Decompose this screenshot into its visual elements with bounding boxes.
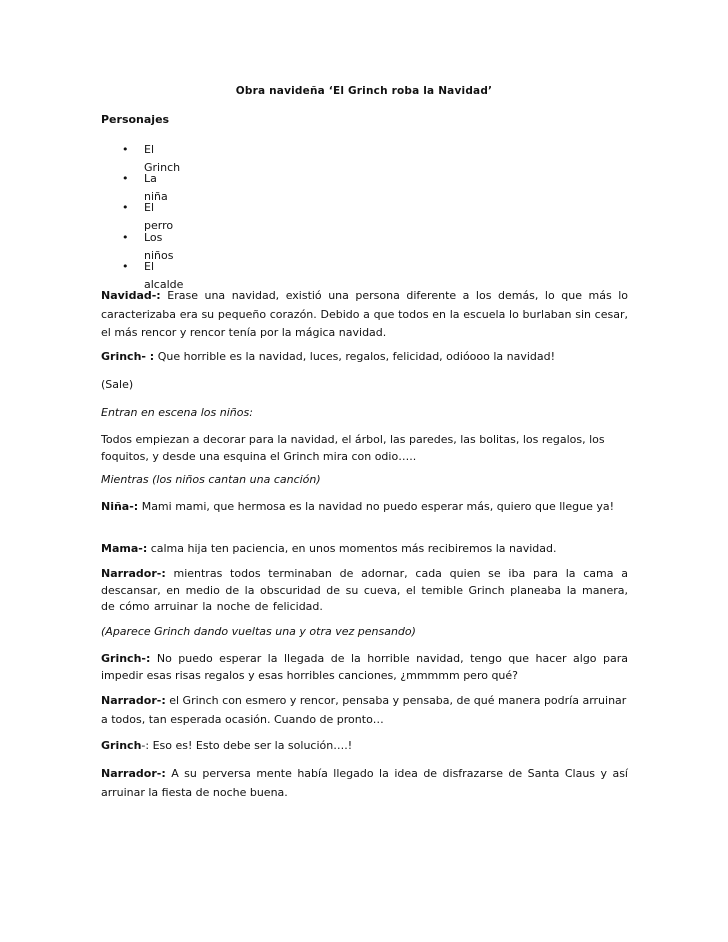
bullet-icon: •	[122, 172, 129, 186]
stage-direction: (Aparece Grinch dando vueltas una y otra vez pensando)	[101, 625, 416, 638]
script-paragraph	[101, 540, 628, 559]
dialogue-text: -: Eso es! Esto debe ser la solución….!	[141, 739, 353, 752]
speaker-label: Mama-:	[101, 542, 148, 555]
dialogue-text: el Grinch con esmero y rencor, pensaba y pensaba, de qué manera podría arruinar a todos, tan esperada ocasión. Cuando de pronto…	[101, 694, 627, 726]
dialogue-text: calma hija ten paciencia, en unos momentos más recibiremos la navidad.	[147, 542, 557, 555]
script-paragraph	[101, 737, 628, 756]
character-name: El Grinch	[144, 143, 181, 174]
character-name: El alcalde	[144, 259, 184, 291]
speaker-label: Narrador-:	[101, 767, 166, 780]
dialogue-text: Mami mami, que hermosa es la navidad no puedo esperar más, quiero que llegue ya!	[138, 500, 614, 513]
dialogue-text: Que horrible es la navidad, luces, regalos, felicidad, odióooo la navidad!	[154, 350, 556, 363]
stage-direction: (Sale)	[101, 378, 134, 391]
character-name: El perro	[144, 201, 174, 233]
script-paragraph	[101, 651, 628, 684]
bullet-icon: •	[122, 201, 129, 215]
stage-direction: Mientras (los niños cantan una canción)	[101, 473, 321, 486]
script-paragraph	[101, 287, 628, 343]
dialogue-text: mientras todos terminaban de adornar, cada quien se iba para la cama a descansar, en medio de la obscuridad de su cueva, el temible Grinch planeaba la manera, de cómo arruinar la noche de felicidad.	[101, 567, 628, 613]
dialogue-text: No puedo esperar la llegada de la horrible navidad, tengo que hacer algo para impedir esas risas regalos y esas horribles canciones, ¿mmmmm pero qué?	[101, 652, 628, 682]
character-name: Los niños	[144, 230, 174, 262]
character-name: La niña	[144, 172, 168, 204]
script-paragraph	[101, 348, 628, 367]
speaker-label: Narrador-:	[101, 567, 166, 580]
script-paragraph	[101, 566, 628, 616]
document-title: Obra navideña ‘El Grinch roba la Navidad’	[235, 85, 493, 97]
speaker-label: Grinch	[101, 739, 142, 752]
script-paragraph: Todos empiezan a decorar para la navidad, el árbol, las paredes, las bolitas, los regalos, los foquitos, y desde una esquina el Grinch mira con odio…..	[101, 433, 605, 463]
script-paragraph	[101, 499, 628, 516]
characters-heading: Personajes	[101, 113, 170, 126]
script-paragraph	[101, 692, 628, 729]
dialogue-text: Erase una navidad, existió una persona diferente a los demás, lo que más lo caracterizaba era su pequeño corazón. Debido a que todos en la escuela lo burlaban sin cesar, el más rencor y rencor tenía por la mágica navidad.	[101, 289, 628, 340]
speaker-label: Grinch- :	[101, 350, 155, 363]
dialogue-text: A su perversa mente había llegado la idea de disfrazarse de Santa Claus y así arruinar la fiesta de noche buena.	[101, 767, 628, 799]
bullet-icon: •	[122, 230, 129, 244]
script-paragraph	[101, 765, 628, 802]
speaker-label: Grinch-:	[101, 652, 151, 665]
stage-direction: Entran en escena los niños:	[101, 406, 253, 419]
speaker-label: Narrador-:	[101, 694, 166, 707]
bullet-icon: •	[122, 143, 129, 156]
speaker-label: Navidad-:	[101, 289, 161, 302]
bullet-icon: •	[122, 259, 129, 273]
speaker-label: Niña-:	[101, 500, 139, 513]
